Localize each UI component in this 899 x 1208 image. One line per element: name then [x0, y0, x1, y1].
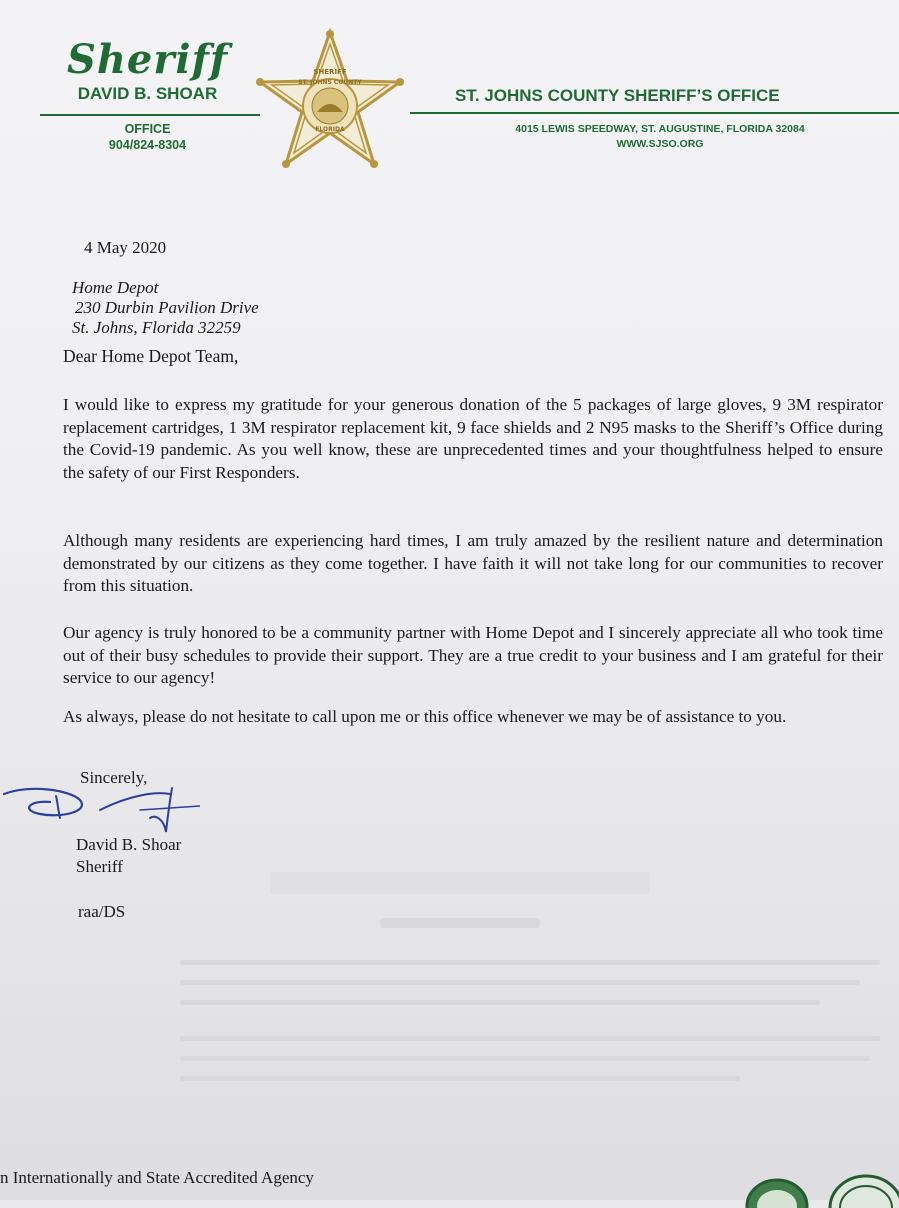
badge-state-text: FLORIDA — [315, 126, 345, 133]
badge-top-text: SHERIFF — [313, 68, 347, 76]
recipient-address — [72, 278, 259, 338]
recipient-line: Home Depot — [72, 278, 159, 297]
organization-address: 4015 LEWIS SPEEDWAY, ST. AUGUSTINE, FLORIDA 32084 — [515, 123, 805, 135]
recipient-line: St. Johns, Florida 32259 — [72, 318, 241, 337]
sheriff-name: DAVID B. SHOAR — [77, 84, 218, 103]
letterhead-rule-left — [40, 114, 260, 116]
signer-block — [76, 834, 181, 878]
typist-initials: raa/DS — [78, 902, 126, 921]
recipient-line: 230 Durbin Pavilion Drive — [75, 298, 259, 317]
body-paragraph: I would like to express my gratitude for your generous donation of the 5 packages of large gloves, 9 3M respirator replacement cartridges, 1 3M respirator replacement kit, 9 face shields and 2 N95 masks to the Sheriff’s Office during the Covid-19 pandemic. As you well know, these are unprecedented times and your thoughtfulness helped to ensure the safety of our First Responders. — [63, 395, 883, 482]
body-paragraph: Although many residents are experiencing hard times, I am truly amazed by the resilient nature and determination demonstrated by our citizens as they come together. I have faith it will not take long for our communities to recover from this situation. — [63, 531, 883, 596]
organization-name: ST. JOHNS COUNTY SHERIFF’S OFFICE — [455, 86, 780, 105]
organization-contact — [470, 122, 850, 152]
letterhead-left — [40, 38, 255, 104]
letter-date: 4 May 2020 — [84, 238, 167, 257]
closing: Sincerely, — [80, 768, 148, 787]
organization-website: WWW.SJSO.ORG — [616, 138, 704, 150]
law-enforcement-seal-icon — [826, 1164, 899, 1208]
accreditation-seal-icon — [742, 1168, 812, 1208]
body-paragraph: As always, please do not hesitate to call upon me or this office whenever we may be of assistance to you. — [63, 707, 787, 726]
letterhead-title: Sheriff — [66, 36, 229, 83]
accreditation-footer: n Internationally and State Accredited Agency — [0, 1168, 314, 1187]
body-paragraph: Our agency is truly honored to be a community partner with Home Depot and I sincerely appreciate all who took time out of their busy schedules to provide their support. They are a true credit to your business and I am grateful for their service to our agency! — [63, 623, 883, 688]
signer-title: Sheriff — [76, 857, 123, 876]
signer-name: David B. Shoar — [76, 835, 182, 854]
office-contact — [40, 121, 255, 153]
letterhead-rule-right — [410, 112, 899, 114]
sheriff-star-badge-icon — [255, 26, 405, 176]
salutation: Dear Home Depot Team, — [63, 346, 239, 366]
watermark-bleedthrough — [180, 860, 899, 1120]
office-label: OFFICE — [124, 122, 171, 136]
badge-county-text: ST. JOHNS COUNTY — [298, 79, 362, 86]
handwritten-signature-icon — [0, 780, 200, 840]
office-phone: 904/824-8304 — [108, 138, 187, 152]
